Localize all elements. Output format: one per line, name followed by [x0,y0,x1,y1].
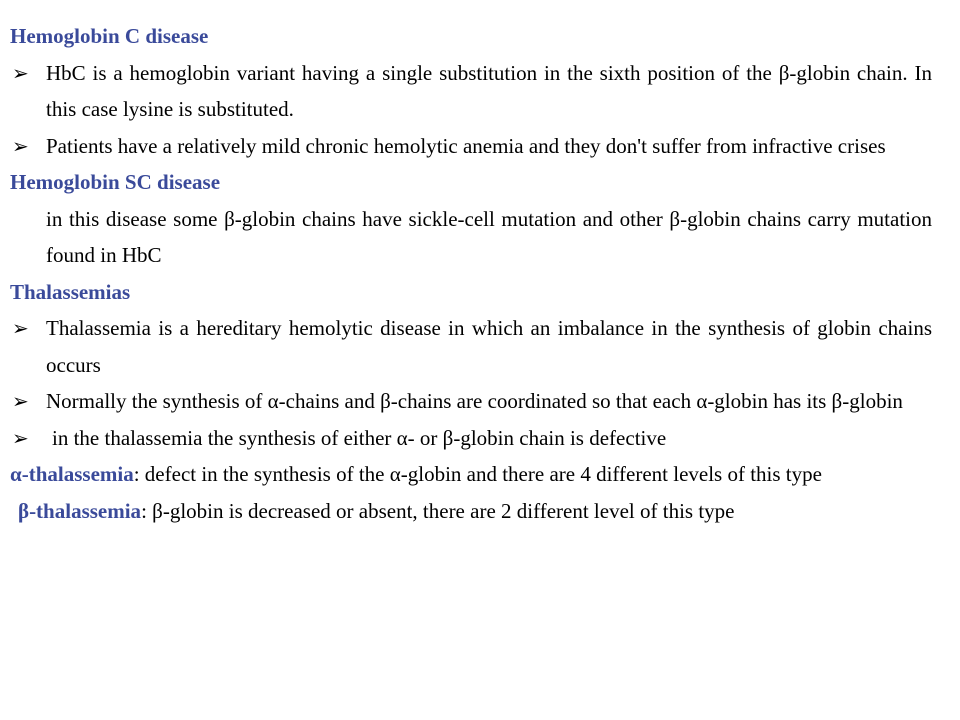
document-page [10,18,932,529]
arrowhead-bullet-icon: ➢ [12,316,29,340]
arrowhead-bullet-icon: ➢ [12,133,29,158]
definition-text: : defect in the synthesis of the α-globin and there are 4 different levels of this type [133,462,822,486]
heading-thalassemias: Thalassemias [10,279,131,304]
bullet-text: in the thalassemia the synthesis of either α- or β-globin chain is defective [52,425,667,450]
paragraph-hemoglobin-sc: in this disease some β-globin chains have sickle-cell mutation and other β-globin chains carry mutation found in HbC [46,206,932,267]
arrowhead-bullet-icon: ➢ [12,389,29,413]
bullet-item [10,128,932,165]
bullet-item [10,310,932,383]
bullet-text: Thalassemia is a hereditary hemolytic disease in which an imbalance in the synthesis of globin chains occurs [46,316,932,377]
bullet-item [10,420,932,457]
definition-alpha-thalassemia [10,456,932,493]
bullet-text: Normally the synthesis of α-chains and β-chains are coordinated so that each α-globin has its β-globin [46,389,903,413]
definition-text: : β-globin is decreased or absent, there are 2 different level of this type [141,498,735,523]
term-beta-thalassemia: β-thalassemia [18,498,142,523]
bullet-text: HbC is a hemoglobin variant having a single substitution in the sixth position of the β-globin chain. In this case lysine is substituted. [46,60,932,121]
bullet-item [10,383,932,420]
heading-hemoglobin-sc: Hemoglobin SC disease [10,170,221,194]
arrowhead-bullet-icon: ➢ [12,425,29,450]
term-alpha-thalassemia: α-thalassemia [10,462,134,486]
heading-hemoglobin-c: Hemoglobin C disease [10,24,209,48]
arrowhead-bullet-icon: ➢ [12,60,29,85]
definition-beta-thalassemia [10,493,932,530]
bullet-item [10,55,932,128]
bullet-text: Patients have a relatively mild chronic hemolytic anemia and they don't suffer from infractive crises [46,133,886,158]
